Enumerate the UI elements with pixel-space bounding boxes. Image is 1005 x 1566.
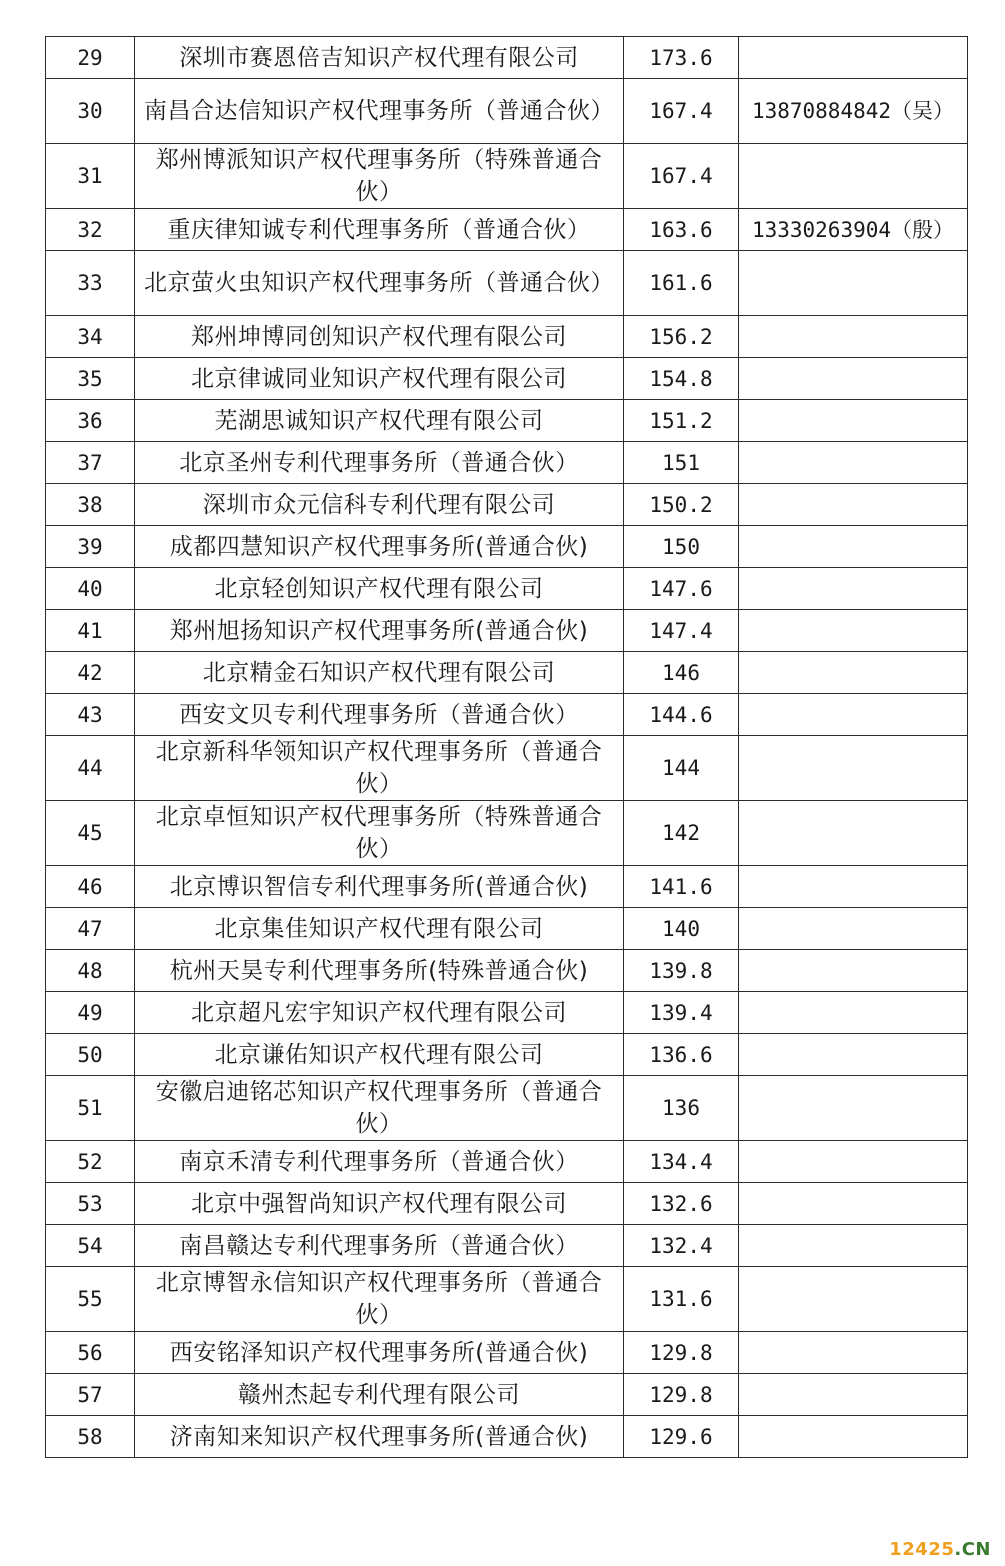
score-cell: 147.4: [624, 610, 739, 652]
row-number-cell: 42: [46, 652, 135, 694]
table-row: [46, 251, 968, 316]
contact-cell: [739, 652, 968, 694]
score-cell: 146: [624, 652, 739, 694]
agency-ranking-table: [45, 36, 968, 1458]
row-number-cell: 48: [46, 950, 135, 992]
row-number-cell: 47: [46, 908, 135, 950]
table-row: [46, 992, 968, 1034]
table-row: [46, 1267, 968, 1332]
row-number-cell: 37: [46, 442, 135, 484]
score-cell: 129.6: [624, 1416, 739, 1458]
agency-name-cell: 南京禾清专利代理事务所（普通合伙）: [135, 1141, 624, 1183]
score-cell: 139.8: [624, 950, 739, 992]
table-row: [46, 694, 968, 736]
score-cell: 132.6: [624, 1183, 739, 1225]
contact-cell: [739, 950, 968, 992]
agency-name-cell: 北京集佳知识产权代理有限公司: [135, 908, 624, 950]
row-number-cell: 54: [46, 1225, 135, 1267]
agency-name-cell: 杭州天昊专利代理事务所(特殊普通合伙): [135, 950, 624, 992]
score-cell: 132.4: [624, 1225, 739, 1267]
contact-cell: [739, 610, 968, 652]
contact-cell: [739, 144, 968, 209]
contact-cell: [739, 1374, 968, 1416]
contact-cell: [739, 37, 968, 79]
score-cell: 151.2: [624, 400, 739, 442]
table-row: [46, 400, 968, 442]
table-row: [46, 736, 968, 801]
agency-name-cell: 北京圣州专利代理事务所（普通合伙）: [135, 442, 624, 484]
row-number-cell: 55: [46, 1267, 135, 1332]
score-cell: 134.4: [624, 1141, 739, 1183]
site-watermark: [889, 1539, 991, 1560]
table-row: [46, 1332, 968, 1374]
score-cell: 156.2: [624, 316, 739, 358]
table-row: [46, 316, 968, 358]
table-row: [46, 442, 968, 484]
row-number-cell: 53: [46, 1183, 135, 1225]
row-number-cell: 56: [46, 1332, 135, 1374]
contact-cell: [739, 1034, 968, 1076]
contact-cell: [739, 442, 968, 484]
score-cell: 154.8: [624, 358, 739, 400]
row-number-cell: 33: [46, 251, 135, 316]
contact-cell: [739, 736, 968, 801]
agency-name-cell: 郑州坤博同创知识产权代理有限公司: [135, 316, 624, 358]
score-cell: 141.6: [624, 866, 739, 908]
table-row: [46, 866, 968, 908]
row-number-cell: 50: [46, 1034, 135, 1076]
contact-cell: [739, 1183, 968, 1225]
row-number-cell: 34: [46, 316, 135, 358]
table-row: [46, 1034, 968, 1076]
agency-name-cell: 郑州旭扬知识产权代理事务所(普通合伙): [135, 610, 624, 652]
contact-cell: [739, 400, 968, 442]
table-row: [46, 1183, 968, 1225]
table-row: [46, 209, 968, 251]
row-number-cell: 43: [46, 694, 135, 736]
contact-cell: [739, 251, 968, 316]
score-cell: 150: [624, 526, 739, 568]
watermark-digits: 12425: [889, 1539, 955, 1560]
agency-name-cell: 北京律诚同业知识产权代理有限公司: [135, 358, 624, 400]
agency-name-cell: 芜湖思诚知识产权代理有限公司: [135, 400, 624, 442]
agency-name-cell: 北京博智永信知识产权代理事务所（普通合伙）: [135, 1267, 624, 1332]
table-row: [46, 1416, 968, 1458]
row-number-cell: 36: [46, 400, 135, 442]
score-cell: 163.6: [624, 209, 739, 251]
contact-cell: [739, 1416, 968, 1458]
score-cell: 136.6: [624, 1034, 739, 1076]
row-number-cell: 44: [46, 736, 135, 801]
score-cell: 167.4: [624, 79, 739, 144]
contact-cell: [739, 1141, 968, 1183]
agency-name-cell: 北京超凡宏宇知识产权代理有限公司: [135, 992, 624, 1034]
table-row: [46, 79, 968, 144]
score-cell: 136: [624, 1076, 739, 1141]
score-cell: 147.6: [624, 568, 739, 610]
score-cell: 161.6: [624, 251, 739, 316]
watermark-tld: .CN: [954, 1539, 991, 1560]
score-cell: 150.2: [624, 484, 739, 526]
score-cell: 144.6: [624, 694, 739, 736]
agency-name-cell: 深圳市赛恩倍吉知识产权代理有限公司: [135, 37, 624, 79]
score-cell: 142: [624, 801, 739, 866]
row-number-cell: 29: [46, 37, 135, 79]
row-number-cell: 31: [46, 144, 135, 209]
table-row: [46, 358, 968, 400]
row-number-cell: 49: [46, 992, 135, 1034]
score-cell: 173.6: [624, 37, 739, 79]
table-row: [46, 801, 968, 866]
contact-cell: 13330263904（殷）: [739, 209, 968, 251]
contact-cell: [739, 484, 968, 526]
agency-name-cell: 北京萤火虫知识产权代理事务所（普通合伙）: [135, 251, 624, 316]
table-row: [46, 1076, 968, 1141]
table-row: [46, 950, 968, 992]
contact-cell: [739, 866, 968, 908]
contact-cell: [739, 316, 968, 358]
contact-cell: [739, 526, 968, 568]
row-number-cell: 52: [46, 1141, 135, 1183]
agency-name-cell: 深圳市众元信科专利代理有限公司: [135, 484, 624, 526]
contact-cell: [739, 801, 968, 866]
table-row: [46, 526, 968, 568]
contact-cell: [739, 908, 968, 950]
table-row: [46, 144, 968, 209]
agency-name-cell: 西安文贝专利代理事务所（普通合伙）: [135, 694, 624, 736]
row-number-cell: 41: [46, 610, 135, 652]
table-row: [46, 1374, 968, 1416]
contact-cell: 13870884842（吴）: [739, 79, 968, 144]
score-cell: 129.8: [624, 1332, 739, 1374]
agency-name-cell: 北京中强智尚知识产权代理有限公司: [135, 1183, 624, 1225]
table-row: [46, 484, 968, 526]
agency-name-cell: 安徽启迪铭芯知识产权代理事务所（普通合伙）: [135, 1076, 624, 1141]
agency-name-cell: 济南知来知识产权代理事务所(普通合伙): [135, 1416, 624, 1458]
row-number-cell: 32: [46, 209, 135, 251]
agency-name-cell: 郑州博派知识产权代理事务所（特殊普通合伙）: [135, 144, 624, 209]
row-number-cell: 51: [46, 1076, 135, 1141]
contact-cell: [739, 1267, 968, 1332]
agency-name-cell: 北京谦佑知识产权代理有限公司: [135, 1034, 624, 1076]
contact-cell: [739, 358, 968, 400]
table-row: [46, 908, 968, 950]
score-cell: 140: [624, 908, 739, 950]
agency-name-cell: 赣州杰起专利代理有限公司: [135, 1374, 624, 1416]
agency-name-cell: 北京轻创知识产权代理有限公司: [135, 568, 624, 610]
score-cell: 129.8: [624, 1374, 739, 1416]
agency-name-cell: 北京博识智信专利代理事务所(普通合伙): [135, 866, 624, 908]
row-number-cell: 58: [46, 1416, 135, 1458]
table-row: [46, 652, 968, 694]
table-body: [46, 37, 968, 1458]
agency-name-cell: 南昌合达信知识产权代理事务所（普通合伙）: [135, 79, 624, 144]
row-number-cell: 57: [46, 1374, 135, 1416]
agency-name-cell: 北京卓恒知识产权代理事务所（特殊普通合伙）: [135, 801, 624, 866]
table-row: [46, 1141, 968, 1183]
contact-cell: [739, 694, 968, 736]
score-cell: 131.6: [624, 1267, 739, 1332]
agency-name-cell: 重庆律知诚专利代理事务所（普通合伙）: [135, 209, 624, 251]
row-number-cell: 30: [46, 79, 135, 144]
row-number-cell: 40: [46, 568, 135, 610]
agency-name-cell: 西安铭泽知识产权代理事务所(普通合伙): [135, 1332, 624, 1374]
contact-cell: [739, 1225, 968, 1267]
agency-name-cell: 北京新科华领知识产权代理事务所（普通合伙）: [135, 736, 624, 801]
contact-cell: [739, 1076, 968, 1141]
table-row: [46, 1225, 968, 1267]
contact-cell: [739, 568, 968, 610]
table-row: [46, 568, 968, 610]
row-number-cell: 35: [46, 358, 135, 400]
score-cell: 144: [624, 736, 739, 801]
row-number-cell: 38: [46, 484, 135, 526]
row-number-cell: 45: [46, 801, 135, 866]
row-number-cell: 39: [46, 526, 135, 568]
table-row: [46, 37, 968, 79]
contact-cell: [739, 1332, 968, 1374]
row-number-cell: 46: [46, 866, 135, 908]
score-cell: 167.4: [624, 144, 739, 209]
agency-name-cell: 北京精金石知识产权代理有限公司: [135, 652, 624, 694]
agency-name-cell: 南昌赣达专利代理事务所（普通合伙）: [135, 1225, 624, 1267]
contact-cell: [739, 992, 968, 1034]
score-cell: 139.4: [624, 992, 739, 1034]
table-row: [46, 610, 968, 652]
agency-name-cell: 成都四慧知识产权代理事务所(普通合伙): [135, 526, 624, 568]
score-cell: 151: [624, 442, 739, 484]
